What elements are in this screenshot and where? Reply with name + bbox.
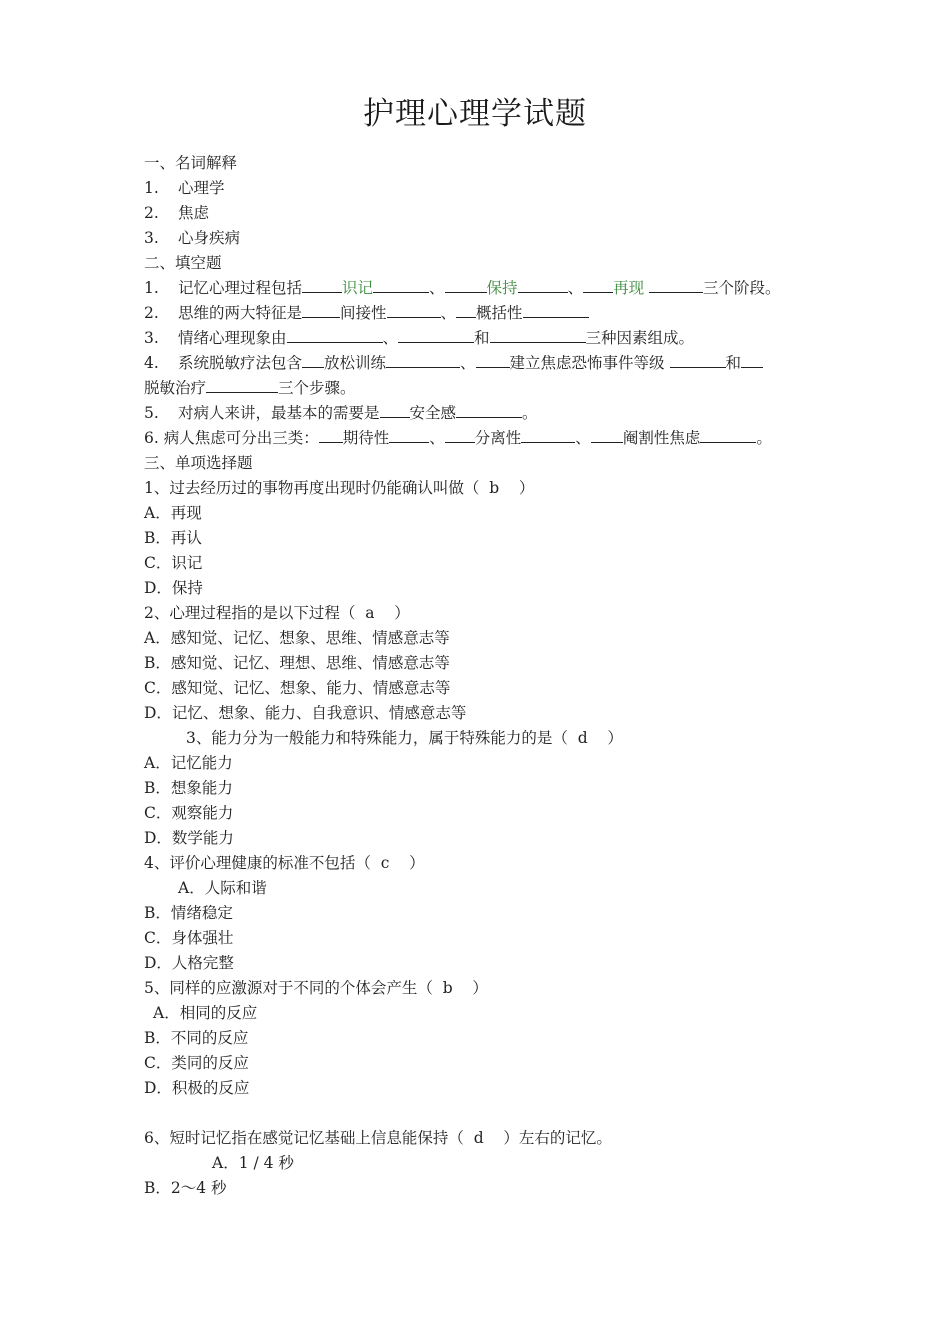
choice-option: C．类同的反应: [144, 1054, 249, 1072]
fill-question-6: 6. 病人焦虑可分出三类： 期待性 、 分离性 、 阉割性焦虑 。: [144, 429, 772, 447]
choice-option: D．记忆、想象、能力、自我意识、情感意志等: [144, 704, 467, 722]
answer-text: d: [473, 1129, 484, 1147]
choice-question-1: 1、过去经历过的事物再度出现时仍能确认叫做（ b ）: [144, 479, 535, 497]
choice-option: B．想象能力: [144, 779, 233, 797]
choice-option: B．再认: [144, 529, 202, 547]
term-item: 3. 心身疾病: [144, 229, 241, 247]
answer-text: b: [489, 479, 500, 497]
choice-option: D．人格完整: [144, 954, 234, 972]
fill-question-2: 2. 思维的两大特征是 间接性 、 概括性: [144, 303, 589, 323]
choice-option: D．数学能力: [144, 829, 234, 847]
fill-question-1: 1. 记忆心理过程包括 识记 、 保持 、 再现 三个阶段。: [144, 279, 781, 297]
choice-option: A．人际和谐: [178, 879, 267, 897]
choice-option: B．情绪稳定: [144, 904, 233, 922]
choice-question-3: 3、能力分为一般能力和特殊能力，属于特殊能力的是（ d ）: [186, 729, 623, 747]
answer-text: c: [380, 854, 390, 872]
fill-question-4: 4. 系统脱敏疗法包含 放松训练 、 建立焦虑恐怖事件等级 和: [144, 353, 763, 373]
choice-option: B．2～4 秒: [144, 1179, 227, 1197]
choice-question-4: 4、评价心理健康的标准不包括（ c ）: [144, 854, 425, 872]
fill-question-5: 5. 对病人来讲，最基本的需要是 安全感 。: [144, 404, 538, 422]
section-heading-terms: 一、名词解释: [144, 154, 238, 172]
answer-text: 识记: [342, 279, 374, 297]
choice-option: D．积极的反应: [144, 1079, 250, 1097]
choice-option: A．1 / 4 秒: [212, 1154, 294, 1172]
choice-option: C．身体强壮: [144, 929, 234, 947]
choice-option: A．再现: [144, 504, 202, 522]
choice-option: A．感知觉、记忆、想象、思维、情感意志等: [144, 629, 450, 647]
answer-text: d: [577, 729, 588, 747]
choice-option: C．感知觉、记忆、想象、能力、情感意志等: [144, 679, 451, 697]
page-title: 护理心理学试题: [363, 96, 587, 132]
choice-question-5: 5、同样的应激源对于不同的个体会产生（ b ）: [144, 979, 488, 997]
fill-question-4-cont: 脱敏治疗 三个步骤。: [144, 379, 356, 397]
choice-option: A．记忆能力: [144, 754, 233, 772]
choice-question-2: 2、心理过程指的是以下过程（ a ）: [144, 604, 410, 622]
choice-option: D．保持: [144, 579, 203, 597]
choice-option: A．相同的反应: [153, 1004, 258, 1022]
fill-question-3: 3. 情绪心理现象由 、 和 三种因素组成。: [144, 329, 695, 347]
choice-option: C．观察能力: [144, 804, 234, 822]
answer-text: a: [365, 604, 375, 622]
choice-option: B．感知觉、记忆、理想、思维、情感意志等: [144, 654, 450, 672]
choice-question-6: 6、短时记忆指在感觉记忆基础上信息能保持（ d ）左右的记忆。: [144, 1129, 612, 1147]
answer-text: b: [442, 979, 453, 997]
choice-option: C．识记: [144, 554, 203, 572]
section-heading-choice: 三、单项选择题: [144, 454, 253, 472]
answer-text: 保持: [486, 279, 518, 297]
term-item: 1. 心理学: [144, 179, 225, 197]
section-heading-fill-blanks: 二、填空题: [144, 254, 222, 272]
choice-option: B．不同的反应: [144, 1029, 249, 1047]
term-item: 2. 焦虑: [144, 204, 210, 222]
answer-text: 再现: [613, 279, 645, 297]
